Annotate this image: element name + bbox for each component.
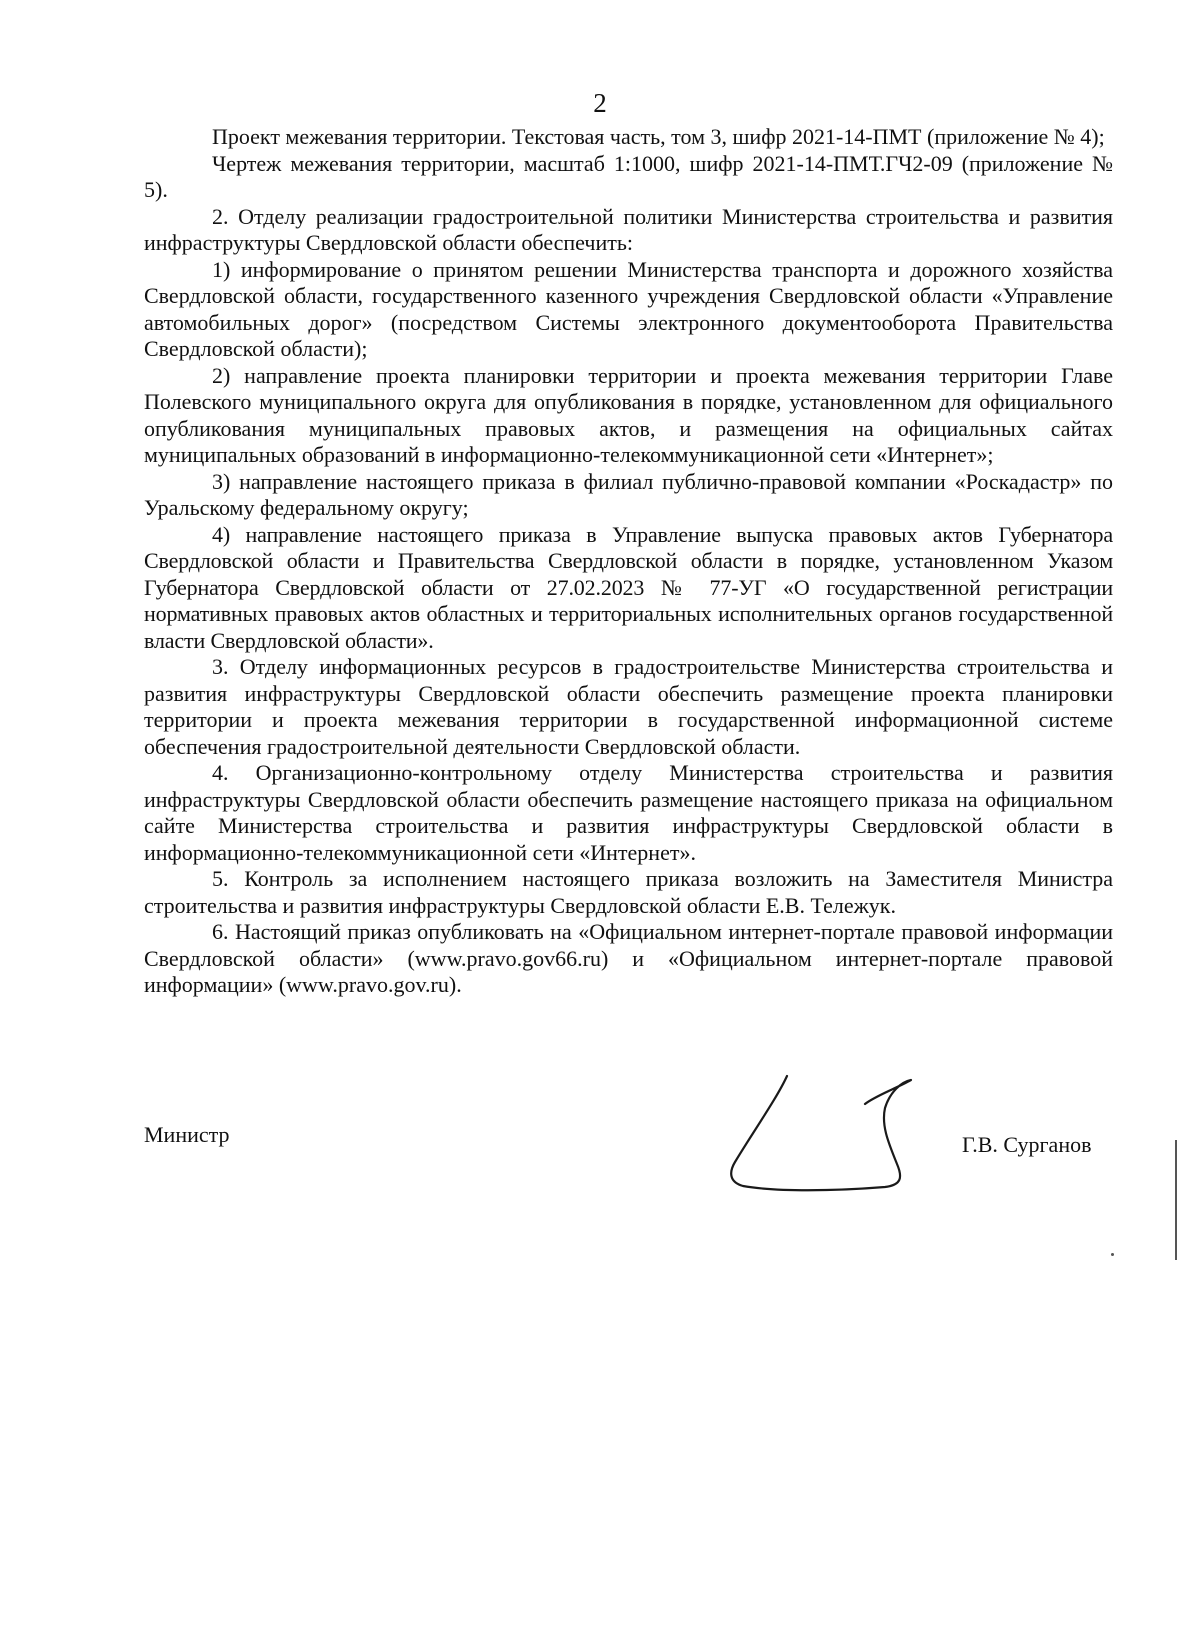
signatory-name: Г.В. Сурганов	[962, 1132, 1092, 1157]
paragraph-item-5: 5. Контроль за исполнением настоящего приказа возложить на Заместителя Министра строительства и развития инфраструктуры Свердловской области Е.В. Тележук.	[144, 866, 1113, 918]
paragraph-item-4: 4. Организационно-контрольному отделу Министерства строительства и развития инфраструктуры Свердловской области обеспечить размещение настоящего приказа на официальном сайте Министерства строительства и развития инфраструктуры Свердловской области в информационно-телекоммуникационной сети «Интернет».	[144, 760, 1113, 865]
paragraph-item-3: 3. Отделу информационных ресурсов в градостроительстве Министерства строительства и развития инфраструктуры Свердловской области обеспечить размещение проекта планировки территории и проекта межевания территории в государственной информационной системе обеспечения градостроительной деятельности Свердловской области.	[144, 654, 1113, 759]
signature-block	[0, 1122, 1200, 1202]
handwritten-signature	[725, 1068, 945, 1208]
paragraph-item-2-2: 2) направление проекта планировки территории и проекта межевания территории Главе Полевского муниципального округа для опубликования в порядке, установленном для официального опубликования муниципальных правовых актов, и размещения на официальных сайтах муниципальных образований в информационно-телекоммуникационной сети «Интернет»;	[144, 362, 1113, 467]
signatory-title: Министр	[144, 1122, 230, 1147]
paragraph-item-6: 6. Настоящий приказ опубликовать на «Официальном интернет-портале правовой информации Свердловской области» (www.pravo.gov66.ru) и «Официальном интернет-портале правовой информации» (www.pravo.gov.ru).	[144, 919, 1113, 997]
paragraph-appendix-5: Чертеж межевания территории, масштаб 1:1000, шифр 2021-14-ПМТ.ГЧ2-09 (приложение № 5).	[144, 150, 1113, 202]
paragraph-item-2-4: 4) направление настоящего приказа в Управление выпуска правовых актов Губернатора Свердловской области и Правительства Свердловской области в порядке, установленном Указом Губернатора Свердловской области от 27.02.2023 № 77-УГ «О государственной регистрации нормативных правовых актов областных и территориальных исполнительных органов государственной власти Свердловской области».	[144, 521, 1113, 653]
paragraph-item-2-1: 1) информирование о принятом решении Министерства транспорта и дорожного хозяйства Свердловской области, государственного казенного учреждения Свердловской области «Управление автомобильных дорог» (посредством Системы электронного документооборота Правительства Свердловской области);	[144, 256, 1113, 361]
paragraph-item-2: 2. Отделу реализации градостроительной политики Министерства строительства и развития инфраструктуры Свердловской области обеспечить:	[144, 203, 1113, 255]
scan-dot	[1111, 1253, 1114, 1256]
paragraph-appendix-4: Проект межевания территории. Текстовая часть, том 3, шифр 2021-14-ПМТ (приложение № 4);	[212, 124, 1105, 149]
scan-edge-mark	[1175, 1140, 1177, 1260]
document-body	[144, 124, 1113, 999]
paragraph-item-2-3: 3) направление настоящего приказа в филиал публично-правовой компании «Роскадастр» по Уральскому федеральному округу;	[144, 468, 1113, 520]
page-number: 2	[593, 88, 607, 118]
